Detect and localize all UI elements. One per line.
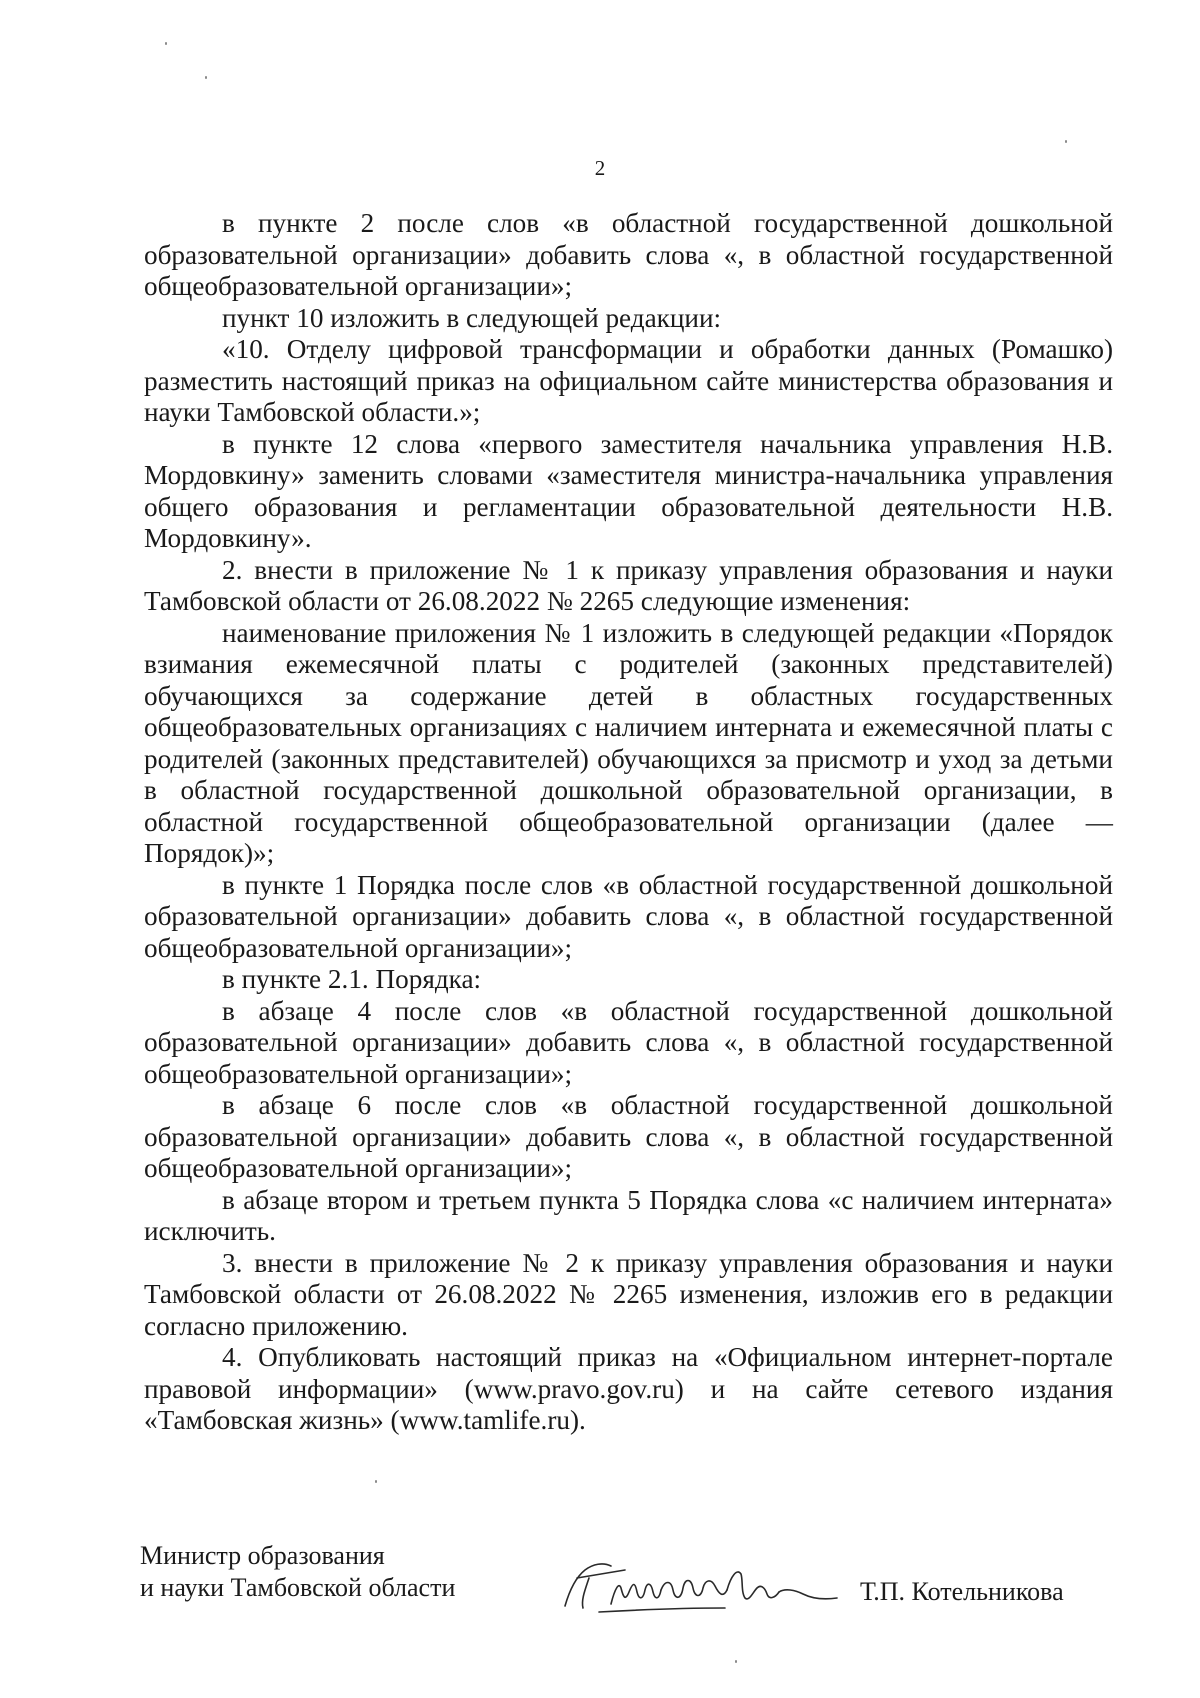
signer-title-line: Министр образования <box>140 1541 385 1570</box>
paragraph: «10. Отделу цифровой трансформации и обработки данных (Ромашко) разместить настоящий приказ на официальном сайте министерства образования и науки Тамбовской области.»; <box>144 334 1113 427</box>
paragraph: в абзаце 4 после слов «в областной государственной дошкольной образовательной организации» добавить слова «, в областной государственной общеобразовательной организации»; <box>144 995 1113 1089</box>
scan-speck <box>375 1480 377 1483</box>
signer-title <box>140 1540 455 1604</box>
paragraph: наименование приложения № 1 изложить в следующей редакции «Порядок взимания ежемесячной платы с родителей (законных представителей) обучающихся за содержание детей в областных государственных общеобразовательных организациях с наличием интерната и ежемесячной платы с родителей (законных представителей) обучающихся за присмотр и уход за детьми в областной государственной дошкольной образовательной организации, в областной государственной общеобразовательной организации (далее — Порядок)»; <box>144 617 1113 868</box>
paragraph: в абзаце 6 после слов «в областной государственной дошкольной образовательной организации» добавить слова «, в областной государственной общеобразовательной организации»; <box>144 1090 1113 1183</box>
paragraph: 2. внести в приложение № 1 к приказу управления образования и науки Тамбовской области от 26.08.2022 № 2265 следующие изменения: <box>144 554 1113 616</box>
document-body <box>144 208 1113 1437</box>
scan-speck <box>165 42 167 45</box>
handwritten-signature-icon <box>555 1548 845 1618</box>
paragraph: 3. внести в приложение № 2 к приказу управления образования и науки Тамбовской области от 26.08.2022 № 2265 изменения, изложив его в редакции согласно приложению. <box>144 1247 1113 1341</box>
page-number: 2 <box>594 156 606 180</box>
paragraph: в пункте 2.1. Порядка: <box>222 964 482 994</box>
paragraph: в пункте 1 Порядка после слов «в областной государственной дошкольной образовательной организации» добавить слова «, в областной государственной общеобразовательной организации»; <box>144 869 1113 963</box>
scan-speck <box>735 1660 737 1663</box>
paragraph: в пункте 12 слова «первого заместителя начальника управления Н.В. Мордовкину» заменить словами «заместителя министра-начальника управления общего образования и регламентации образовательной деятельности Н.В. Мордовкину». <box>144 428 1113 553</box>
paragraph: в абзаце втором и третьем пункта 5 Порядка слова «с наличием интерната» исключить. <box>144 1184 1113 1246</box>
signature-block <box>140 1540 1100 1620</box>
scan-speck <box>1065 140 1067 143</box>
paragraph: пункт 10 изложить в следующей редакции: <box>222 302 722 333</box>
paragraph: в пункте 2 после слов «в областной государственной дошкольной образовательной организации» добавить слова «, в областной государственной общеобразовательной организации»; <box>144 208 1113 301</box>
signer-name: Т.П. Котельникова <box>860 1577 1064 1606</box>
scan-speck <box>205 76 207 79</box>
signer-title-line: и науки Тамбовской области <box>140 1573 456 1602</box>
paragraph: 4. Опубликовать настоящий приказ на «Официальном интернет-портале правовой информации» (www.pravo.gov.ru) и на сайте сетевого издания «Тамбовская жизнь» (www.tamlife.ru). <box>144 1342 1113 1435</box>
